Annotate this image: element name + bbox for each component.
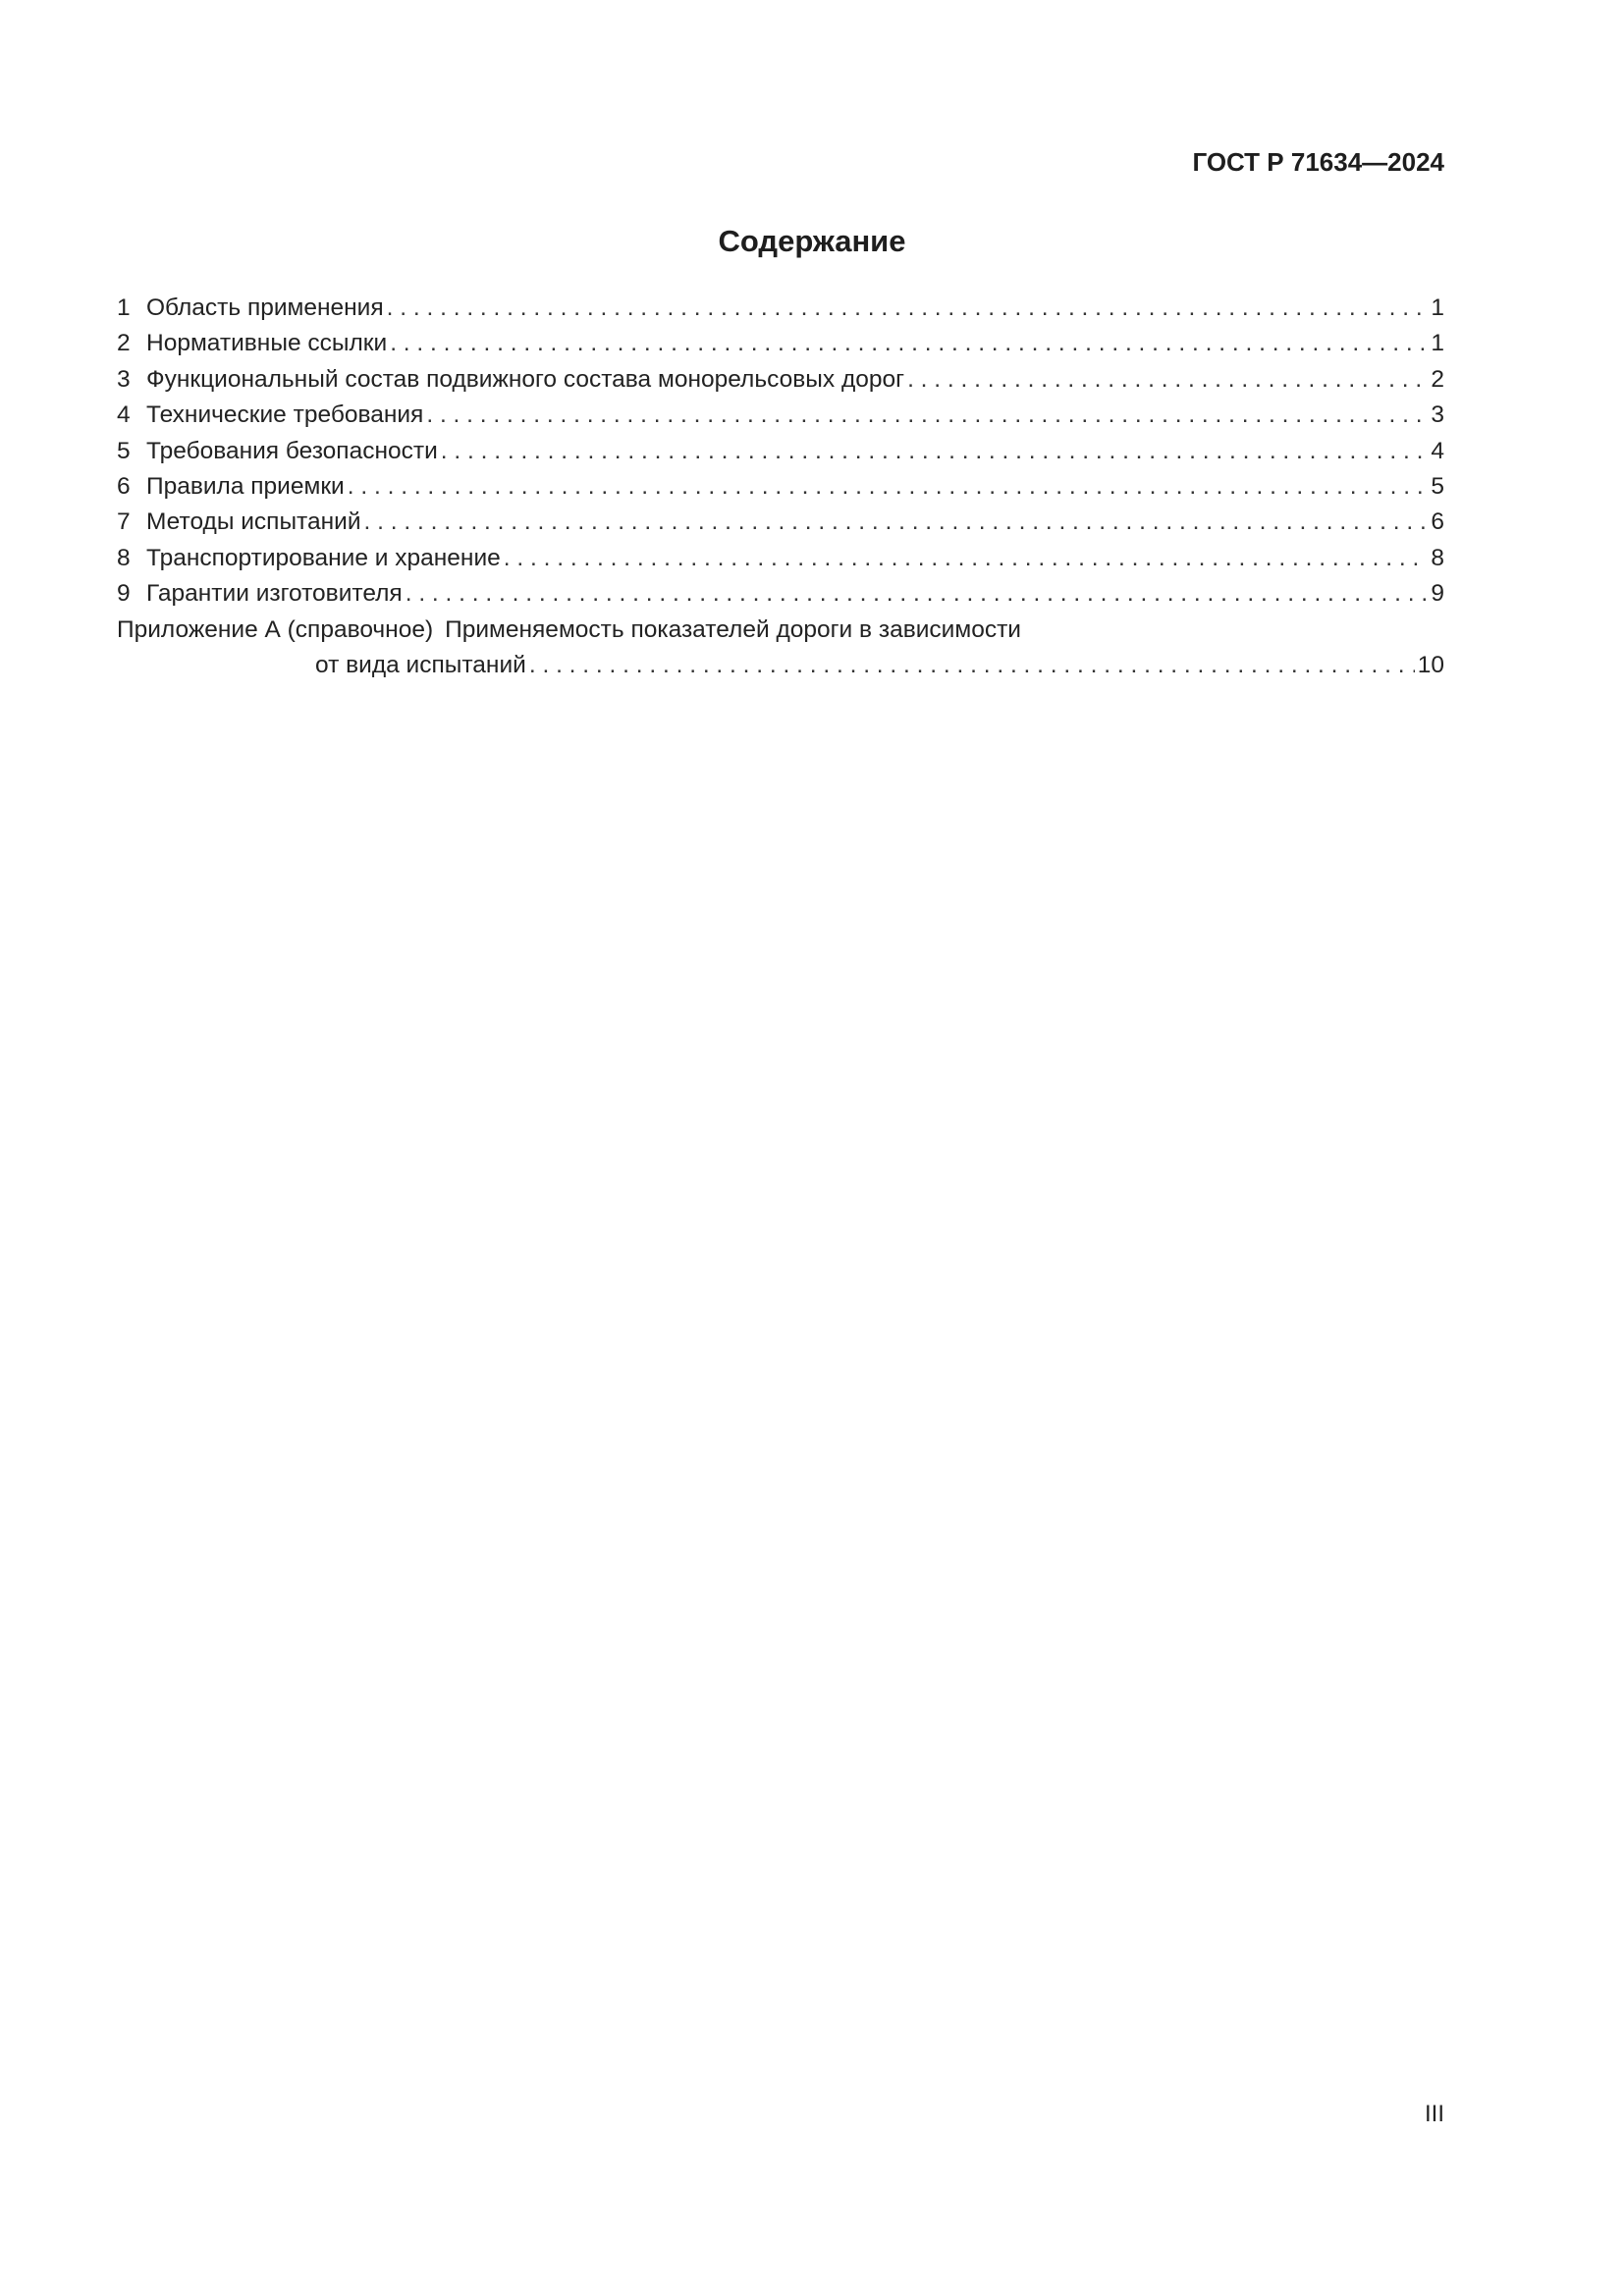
toc-appendix-title-line1: Применяемость показателей дороги в зависимости	[445, 615, 1021, 643]
toc-item-page: 3	[1431, 401, 1444, 429]
toc-item-number: 8	[117, 544, 131, 571]
toc-item-number: 6	[117, 472, 131, 500]
toc-item[interactable]	[117, 505, 1444, 540]
toc-item-page: 8	[1431, 544, 1444, 571]
toc-item-title: Методы испытаний	[146, 508, 361, 536]
toc-item-page: 1	[1431, 294, 1444, 321]
toc-dot-leader	[426, 398, 1428, 433]
toc-dot-leader	[348, 469, 1429, 505]
toc-dot-leader	[387, 291, 1429, 326]
toc-appendix-item[interactable]	[117, 613, 1444, 684]
toc-dot-leader	[441, 434, 1429, 469]
page-number: III	[1424, 2101, 1444, 2127]
toc-item-page: 1	[1431, 330, 1444, 357]
toc-item[interactable]	[117, 326, 1444, 361]
toc-item-title: Технические требования	[146, 401, 424, 429]
toc-dot-leader	[504, 541, 1429, 576]
toc-item[interactable]	[117, 398, 1444, 433]
toc-item-number: 2	[117, 330, 131, 357]
toc-appendix-first-line	[117, 613, 1444, 648]
toc-item-number: 3	[117, 365, 131, 393]
toc-appendix-second-line	[117, 648, 1444, 683]
toc-item-page: 4	[1431, 437, 1444, 464]
toc-appendix-label: Приложение А (справочное)	[117, 615, 434, 643]
toc-item-page: 9	[1431, 580, 1444, 608]
toc-item-number: 4	[117, 401, 131, 429]
toc-dot-leader	[406, 576, 1429, 612]
document-code: ГОСТ Р 71634—2024	[1192, 147, 1444, 177]
toc-appendix-title-line2: от вида испытаний	[315, 651, 526, 678]
toc-item-page: 2	[1431, 365, 1444, 393]
toc-item[interactable]	[117, 541, 1444, 576]
toc-item-number: 1	[117, 294, 131, 321]
toc-item-title: Нормативные ссылки	[146, 330, 388, 357]
toc-item-title: Транспортирование и хранение	[146, 544, 501, 571]
toc-item[interactable]	[117, 576, 1444, 612]
toc-item-number: 9	[117, 580, 131, 608]
toc-item-title: Область применения	[146, 294, 384, 321]
toc-dot-leader	[390, 326, 1428, 361]
table-of-contents	[117, 291, 1444, 683]
toc-item[interactable]	[117, 291, 1444, 326]
toc-item[interactable]	[117, 362, 1444, 398]
toc-dot-leader	[907, 362, 1428, 398]
toc-item-number: 7	[117, 508, 131, 536]
toc-dot-leader	[364, 505, 1429, 540]
toc-item-title: Требования безопасности	[146, 437, 438, 464]
toc-item-number: 5	[117, 437, 131, 464]
toc-item-title: Гарантии изготовителя	[146, 580, 403, 608]
toc-item-page: 6	[1431, 508, 1444, 536]
toc-item-title: Правила приемки	[146, 472, 345, 500]
toc-item[interactable]	[117, 469, 1444, 505]
toc-title: Содержание	[718, 224, 906, 258]
toc-item-page: 5	[1431, 472, 1444, 500]
toc-item[interactable]	[117, 434, 1444, 469]
toc-item-title: Функциональный состав подвижного состава монорельсовых дорог	[146, 365, 905, 393]
toc-dot-leader	[529, 648, 1415, 683]
toc-appendix-page: 10	[1417, 651, 1444, 678]
